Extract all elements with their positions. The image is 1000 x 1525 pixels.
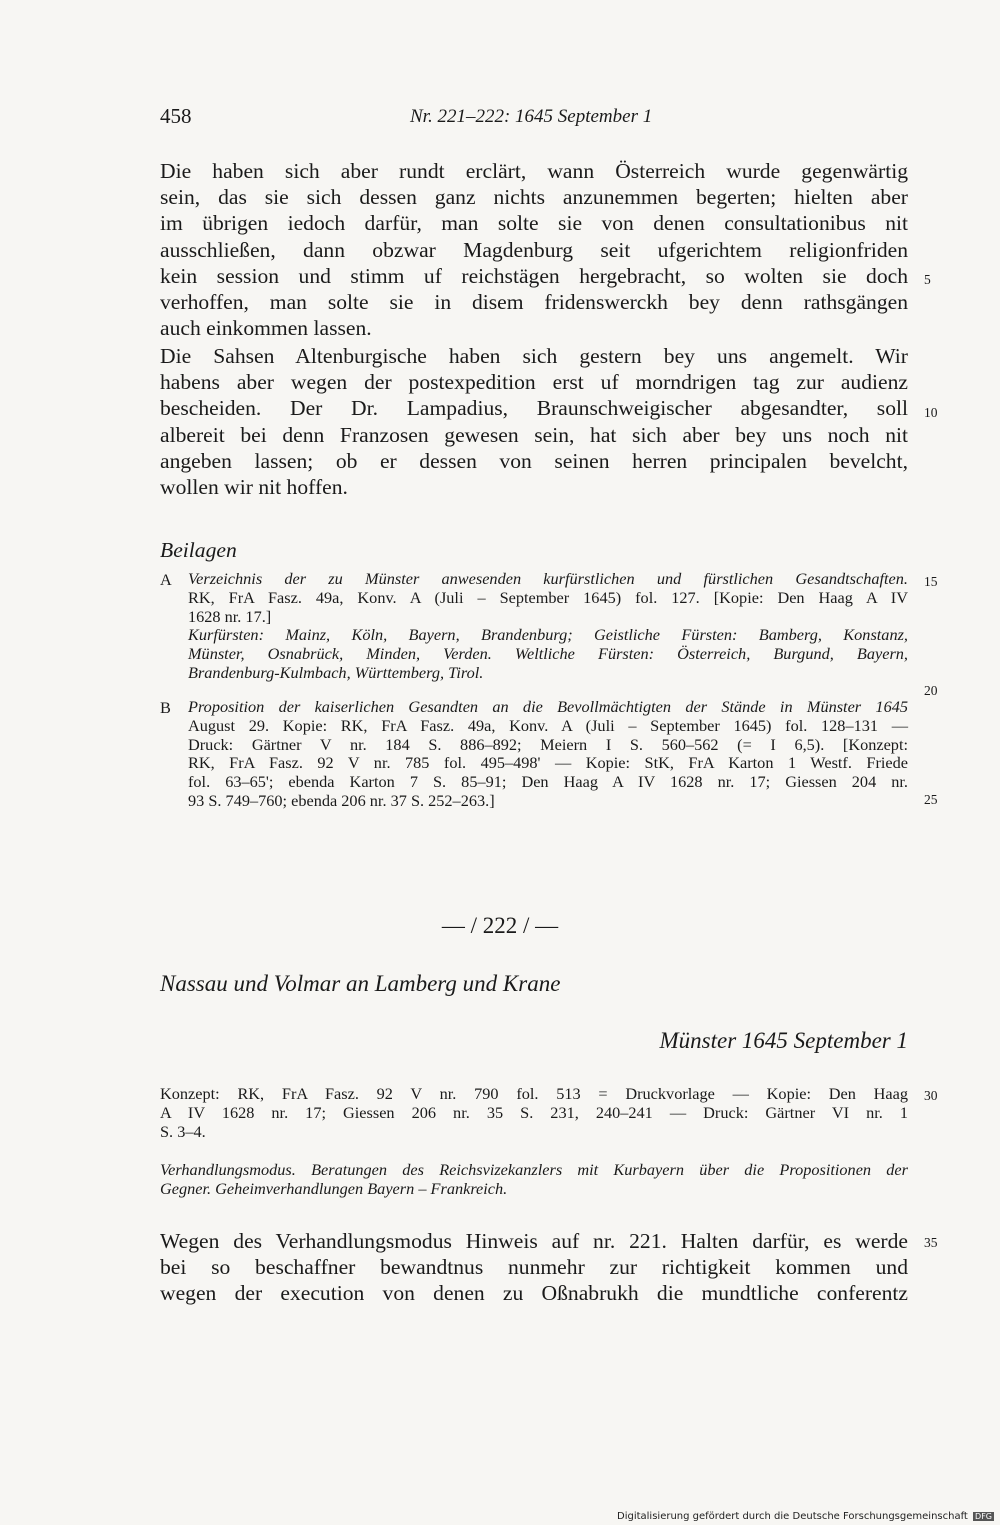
text-line: Konzept: RK, FrA Fasz. 92 V nr. 790 fol. 513 = Druckvorlage — Kopie: Den Haag [160,1084,908,1103]
beilage-a [188,570,908,683]
line-number: 10 [924,405,938,420]
text-line: Die Sahsen Altenburgische haben sich gestern bey uns angemelt. Wir [160,344,908,368]
running-header [160,104,910,134]
text-line: albereit bei denn Franzosen gewesen sein, hat sich aber bey uns noch nit [160,422,908,447]
text-line: S. 3–4. [160,1121,206,1141]
page-number: 458 [160,104,192,128]
line-number: 35 [924,1235,938,1250]
regest [160,1161,908,1199]
document-separator: — / 222 / — [441,913,559,938]
running-title: Nr. 221–222: 1645 September 1 [410,106,653,127]
text-line: ausschließen, dann obzwar Magdenburg seit ufgerichtem religionfriden [160,237,908,262]
text-line: fol. 63–65'; ebenda Karton 7 S. 85–91; Den Haag A IV 1628 nr. 17; Giessen 204 nr. [188,772,908,792]
line-number: 25 [924,792,938,807]
text-line: August 29. Kopie: RK, FrA Fasz. 49a, Konv. A (Juli – September 1645) fol. 128–131 — [188,715,908,735]
text-line: 93 S. 749–760; ebenda 206 nr. 37 S. 252–263.] [188,790,495,810]
text-line: wollen wir nit hoffen. [160,475,348,500]
text-line: Wegen des Verhandlungsmodus Hinweis auf nr. 221. Halten darfür, es werde [160,1229,908,1253]
text-line: A IV 1628 nr. 17; Giessen 206 nr. 35 S. 231, 240–241 — Druck: Gärtner VI nr. 1 [160,1102,908,1122]
paragraph-2 [160,343,908,500]
funding-footer [617,1511,994,1522]
text-line: Druck: Gärtner V nr. 184 S. 886–892; Meiern I S. 560–562 (= I 6,5). [Konzept: [188,734,908,754]
text-line: Brandenburg-Kulmbach, Württemberg, Tirol. [188,662,484,682]
text-line: Proposition der kaiserlichen Gesandten an die Bevollmächtigten der Stände in Münster 1645 [188,697,908,716]
text-line: 1628 nr. 17.] [188,606,272,626]
beilage-b [188,698,908,811]
text-line: bei so beschaffner bewandtnus nunmehr zur richtigkeit kommen und [160,1255,908,1280]
text-line: im übrigen iedoch darfür, man solte sie von denen consultationibus nit [160,211,908,236]
text-line: Münster, Osnabrück, Minden, Verden. Weltliche Fürsten: Österreich, Burgund, Bayern, [188,644,908,664]
line-number: 5 [924,272,931,287]
dfg-logo-icon: DFG [975,1512,992,1521]
document-title: Nassau und Volmar an Lamberg und Krane [160,971,561,996]
text-line: Verzeichnis der zu Münster anwesenden kurfürstlichen und fürstlichen Gesandtschaften. [188,569,908,588]
text-line: verhoffen, man solte sie in disem fridenswerckh bey denn rathsgängen [160,290,908,315]
footer-text: Digitalisierung gefördert durch die Deutsche Forschungsgemeinschaft [617,1511,968,1522]
line-number: 20 [924,683,938,698]
beilage-b-label: B [160,698,171,717]
text-line: sein, das sie sich dessen ganz nichts anzunemmen begerten; hielten aber [160,185,908,210]
place-date: Münster 1645 September 1 [659,1028,908,1053]
text-line: auch einkommen lassen. [160,316,372,341]
beilagen-heading [160,537,908,563]
text-line: RK, FrA Fasz. 49a, Konv. A (Juli – September 1645) fol. 127. [Kopie: Den Haag A IV [188,587,908,607]
line-number: 30 [924,1088,938,1103]
text-line: Kurfürsten: Mainz, Köln, Bayern, Brandenburg; Geistliche Fürsten: Bamberg, Konstanz, [188,625,908,645]
beilage-a-label: A [160,570,172,589]
text-line: wegen der execution von denen zu Oßnabrukh die mundtliche conferentz [160,1281,908,1306]
text-line: RK, FrA Fasz. 92 V nr. 785 fol. 495–498' — Kopie: StK, FrA Karton 1 Westf. Friede [188,753,908,773]
heading-text: Beilagen [160,538,237,562]
text-line: Die haben sich aber rundt erclärt, wann Österreich wurde gegenwärtig [160,159,908,183]
paragraph-3 [160,1228,908,1307]
text-line: bescheiden. Der Dr. Lampadius, Braunschweigischer abgesandter, soll [160,396,908,421]
text-line: Verhandlungsmodus. Beratungen des Reichsvizekanzlers mit Kurbayern über die Propositionen der [160,1160,908,1179]
paragraph-1 [160,158,908,341]
text-line: angeben lassen; ob er dessen von seinen herren principalen bevelcht, [160,448,908,473]
line-number: 15 [924,574,938,589]
text-line: habens aber wegen der postexpedition erst uf morndrigen tag zur audienz [160,370,908,395]
text-line: Gegner. Geheimverhandlungen Bayern – Frankreich. [160,1178,508,1198]
konzept-note [160,1085,908,1141]
text-line: kein session und stimm uf reichstägen hergebracht, so wolten sie doch [160,263,908,288]
